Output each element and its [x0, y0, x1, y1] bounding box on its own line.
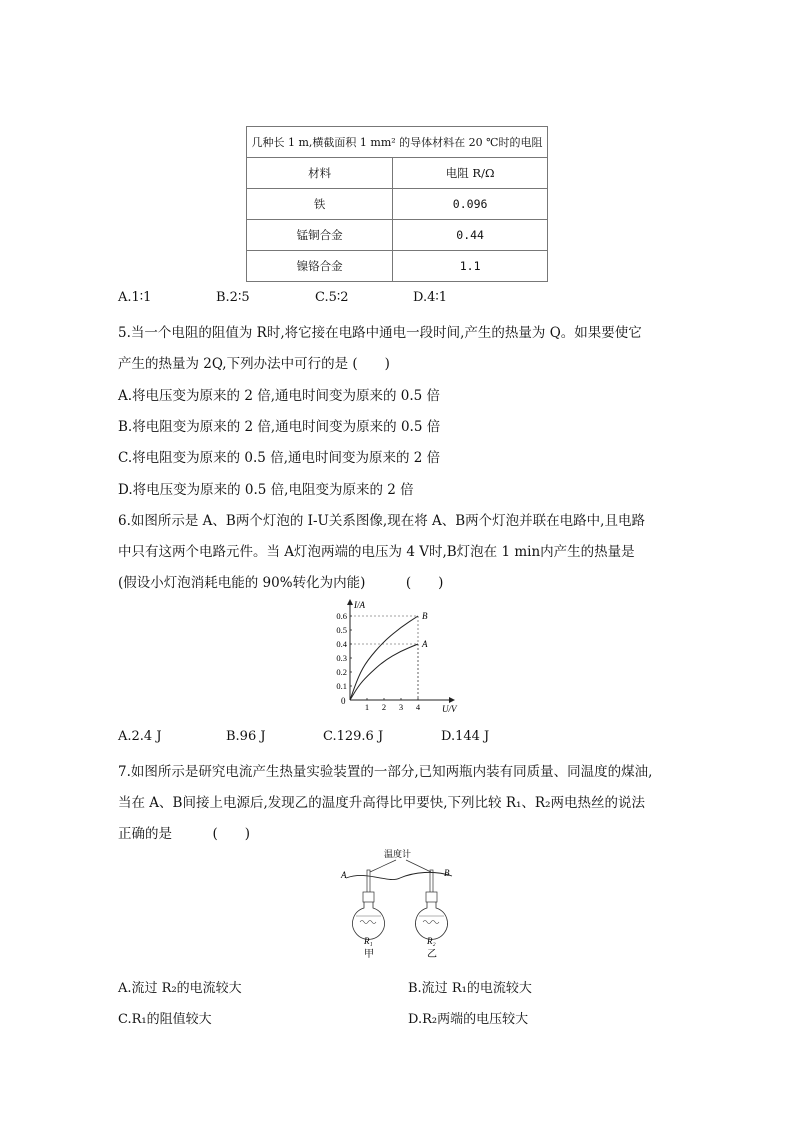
x-tick-label: 1	[364, 702, 370, 712]
iu-chart	[330, 596, 470, 720]
q6-stem-line3: (假设小灯泡消耗电能的 90%转化为内能) ( )	[118, 575, 444, 591]
y-tick-label: 0.2	[336, 667, 347, 677]
y-tick-label: 0.5	[336, 625, 347, 635]
terminal-a: A	[341, 870, 347, 880]
flask-2	[416, 870, 448, 939]
q5-stem-line1: 5.当一个电阻的阻值为 R时,将它接在电路中通电一段时间,产生的热量为 Q。如果要使它	[118, 325, 642, 341]
y-tick-label: 0.3	[336, 653, 347, 663]
q7-option-c: C.R₁的阻值较大	[118, 1012, 212, 1027]
table-header-material: 材料	[247, 158, 393, 189]
q5-option-b: B.将电阻变为原来的 2 倍,通电时间变为原来的 0.5 倍	[118, 419, 441, 435]
x-tick-label: 2	[381, 702, 387, 712]
curve-a	[350, 644, 418, 700]
q5-option-a: A.将电压变为原来的 2 倍,通电时间变为原来的 0.5 倍	[118, 388, 441, 404]
y-axis-label: I/A	[354, 600, 365, 610]
q5-option-d: D.将电压变为原来的 0.5 倍,电阻变为原来的 2 倍	[118, 482, 414, 498]
q7-stem-line3: 正确的是 ( )	[118, 826, 251, 842]
q6-option-c: C.129.6 J	[323, 729, 384, 744]
table-cell: 镍铬合金	[247, 251, 393, 282]
table-cell: 锰铜合金	[247, 220, 393, 251]
x-tick-label: 4	[415, 702, 421, 712]
flask-1-label: 甲	[364, 949, 374, 960]
table-row	[247, 189, 548, 220]
heating-apparatus-figure	[338, 848, 462, 960]
table-cell: 0.096	[393, 189, 548, 220]
curve-b	[350, 616, 418, 700]
series-label-a: A	[422, 639, 428, 649]
thermometer-label: 温度计	[384, 849, 412, 859]
y-tick-label: 0.4	[336, 639, 347, 649]
q5-option-c: C.将电阻变为原来的 0.5 倍,通电时间变为原来的 2 倍	[118, 450, 441, 466]
x-tick-label: 3	[398, 702, 404, 712]
table-cell: 1.1	[393, 251, 548, 282]
q7-option-d: D.R₂两端的电压较大	[408, 1012, 529, 1027]
q4-option-b: B.2∶5	[216, 290, 250, 305]
table-cell: 铁	[247, 189, 393, 220]
q7-stem-line1: 7.如图所示是研究电流产生热量实验装置的一部分,已知两瓶内装有同质量、同温度的煤油,	[118, 764, 653, 780]
terminal-b: B	[444, 868, 450, 878]
q4-option-c: C.5∶2	[315, 290, 349, 305]
q6-option-d: D.144 J	[441, 729, 490, 744]
q6-stem-line2: 中只有这两个电路元件。当 A灯泡两端的电压为 4 V时,B灯泡在 1 min内产生的热量是	[118, 544, 635, 560]
r1-label: R₁	[364, 936, 373, 946]
origin-label: 0	[341, 696, 346, 706]
q4-option-a: A.1∶1	[118, 290, 152, 305]
q6-stem-line1: 6.如图所示是 A、B两个灯泡的 I-U关系图像,现在将 A、B两个灯泡并联在电路中,且电路	[118, 513, 645, 529]
resistance-table	[246, 126, 548, 282]
table-caption: 几种长 1 m,横截面积 1 mm² 的导体材料在 20 ℃时的电阻	[247, 127, 548, 158]
wire	[346, 872, 452, 879]
y-tick-label: 0.1	[336, 681, 347, 691]
q7-option-b: B.流过 R₁的电流较大	[408, 981, 532, 996]
x-axis-label: U/V	[442, 704, 457, 714]
q5-stem-line2: 产生的热量为 2Q,下列办法中可行的是 ( )	[118, 356, 390, 372]
table-row	[247, 251, 548, 282]
table-header-resistance: 电阻 R/Ω	[393, 158, 548, 189]
q4-option-d: D.4∶1	[413, 290, 448, 305]
q7-stem-line2: 当在 A、B间接上电源后,发现乙的温度升高得比甲要快,下列比较 R₁、R₂两电热丝的说法	[118, 795, 645, 811]
q6-option-b: B.96 J	[226, 729, 266, 744]
flask-1	[353, 870, 385, 939]
series-label-b: B	[422, 611, 428, 621]
table-cell: 0.44	[393, 220, 548, 251]
r2-label: R₂	[427, 936, 436, 946]
y-tick-label: 0.6	[336, 611, 347, 621]
q6-option-a: A.2.4 J	[118, 729, 162, 744]
q7-option-a: A.流过 R₂的电流较大	[118, 981, 242, 996]
table-row	[247, 220, 548, 251]
flask-2-label: 乙	[427, 949, 437, 960]
